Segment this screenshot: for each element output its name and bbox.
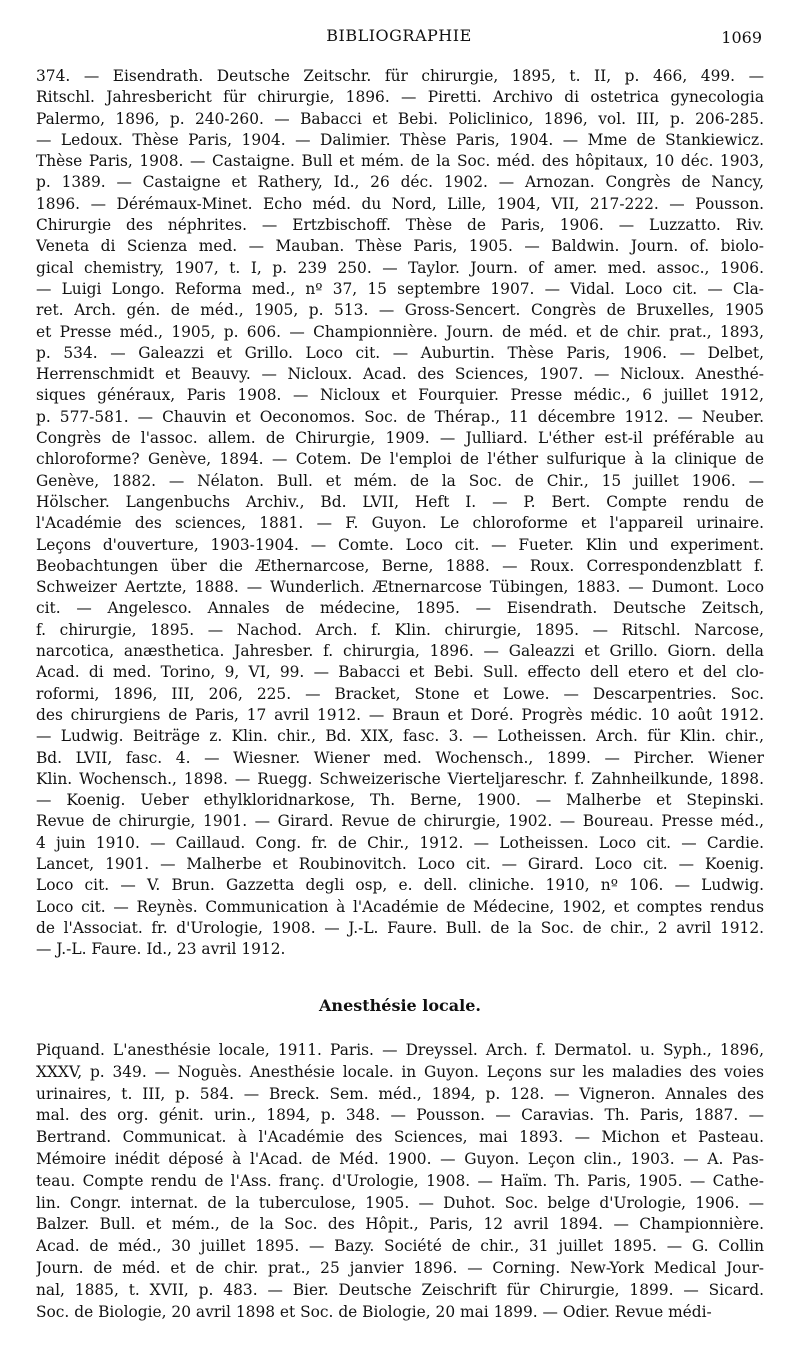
section-text xyxy=(36,1040,764,1323)
text-line: Piquand. L'anesthésie locale, 1911. Paris. — Dreyssel. Arch. f. Dermatol. u. Syph., 1896, xyxy=(36,1041,764,1059)
running-title: BIBLIOGRAPHIE xyxy=(326,26,472,45)
text-line: lin. Congr. internat. de la tuberculose, 1905. — Duhot. Soc. belge d'Urologie, 1906. — xyxy=(36,1193,764,1212)
text-line: des chirurgiens de Paris, 17 avril 1912. — Braun et Doré. Progrès médic. 10 août 1912. xyxy=(36,705,764,724)
text-line: cit. — Angelesco. Annales de médecine, 1895. — Eisendrath. Deutsche Zeitsch, xyxy=(36,599,764,618)
bibliography-text xyxy=(36,66,764,960)
text-line: Beobachtungen über die Æthernarcose, Berne, 1888. — Roux. Correspondenzblatt f. xyxy=(36,556,764,575)
text-line: Acad. di med. Torino, 9, VI, 99. — Babacci et Bebi. Sull. effecto dell etero et del clo- xyxy=(36,663,764,682)
text-line: Lancet, 1901. — Malherbe et Roubinovitch. Loco cit. — Girard. Loco cit. — Koenig. xyxy=(36,854,764,873)
text-line: 374. — Eisendrath. Deutsche Zeitschr. für chirurgie, 1895, t. II, p. 466, 499. — xyxy=(36,67,764,85)
text-line: de l'Associat. fr. d'Urologie, 1908. — J.-L. Faure. Bull. de la Soc. de chir., 2 avril 1912. xyxy=(36,918,764,937)
text-line: narcotica, anæsthetica. Jahresber. f. chirurgia, 1896. — Galeazzi et Grillo. Giorn. della xyxy=(36,642,764,661)
text-line: — Ledoux. Thèse Paris, 1904. — Dalimier. Thèse Paris, 1904. — Mme de Stankiewicz. xyxy=(36,130,764,149)
text-line: Mémoire inédit déposé à l'Acad. de Méd. 1900. — Guyon. Leçon clin., 1903. — A. Pas- xyxy=(36,1149,764,1168)
text-line: Loco cit. — Reynès. Communication à l'Académie de Médecine, 1902, et comptes rendus xyxy=(36,897,764,916)
text-line: Palermo, 1896, p. 240-260. — Babacci et Bebi. Policlinico, 1896, vol. III, p. 206-285. xyxy=(36,109,764,128)
text-line: mal. des org. génit. urin., 1894, p. 348. — Pousson. — Caravias. Th. Paris, 1887. — xyxy=(36,1106,764,1125)
text-line: Herrenschmidt et Beauvy. — Nicloux. Acad. des Sciences, 1907. — Nicloux. Anesthé- xyxy=(36,365,764,384)
text-line: — Koenig. Ueber ethylkloridnarkose, Th. Berne, 1900. — Malherbe et Stepinski. xyxy=(36,791,764,810)
text-line: et Presse méd., 1905, p. 606. — Championnière. Journ. de méd. et de chir. prat., 1893, xyxy=(36,322,764,341)
page-header xyxy=(36,26,762,50)
text-line: chloroforme? Genève, 1894. — Cotem. De l'emploi de l'éther sulfurique à la clinique de xyxy=(36,450,764,469)
text-line: Klin. Wochensch., 1898. — Ruegg. Schweizerische Vierteljareschr. f. Zahnheilkunde, 1898. xyxy=(36,769,764,788)
text-line: Balzer. Bull. et mém., de la Soc. des Hôpit., Paris, 12 avril 1894. — Championnière. xyxy=(36,1215,764,1234)
text-line: — Ludwig. Beiträge z. Klin. chir., Bd. XIX, fasc. 3. — Lotheissen. Arch. für Klin. chir., xyxy=(36,727,764,746)
text-line: Revue de chirurgie, 1901. — Girard. Revue de chirurgie, 1902. — Boureau. Presse méd., xyxy=(36,812,764,831)
text-line: l'Académie des sciences, 1881. — F. Guyon. Le chloroforme et l'appareil urinaire. xyxy=(36,514,764,533)
text-line: Hölscher. Langenbuchs Archiv., Bd. LVII, Heft I. — P. Bert. Compte rendu de xyxy=(36,492,764,511)
text-line: Congrès de l'assoc. allem. de Chirurgie, 1909. — Julliard. L'éther est-il préférable au xyxy=(36,429,764,448)
text-line: Thèse Paris, 1908. — Castaigne. Bull et mém. de la Soc. méd. des hôpitaux, 10 déc. 1903, xyxy=(36,152,764,171)
text-line: Veneta di Scienza med. — Mauban. Thèse Paris, 1905. — Baldwin. Journ. of. biolo- xyxy=(36,237,764,256)
text-line: Schweizer Aertzte, 1888. — Wunderlich. Ætnernarcose Tübingen, 1883. — Dumont. Loco xyxy=(36,578,764,597)
text-line: p. 534. — Galeazzi et Grillo. Loco cit. — Auburtin. Thèse Paris, 1906. — Delbet, xyxy=(36,343,764,362)
text-line: Loco cit. — V. Brun. Gazzetta degli osp, e. dell. cliniche. 1910, nº 106. — Ludwig. xyxy=(36,876,764,895)
text-line: p. 1389. — Castaigne et Rathery, Id., 26 déc. 1902. — Arnozan. Congrès de Nancy, xyxy=(36,173,764,192)
section-heading: Anesthésie locale. xyxy=(319,996,481,1015)
text-line: nal, 1885, t. XVII, p. 483. — Bier. Deutsche Zeischrift für Chirurgie, 1899. — Sicard. xyxy=(36,1280,764,1299)
text-line: f. chirurgie, 1895. — Nachod. Arch. f. Klin. chirurgie, 1895. — Ritschl. Narcose, xyxy=(36,620,764,639)
text-line: — Luigi Longo. Reforma med., nº 37, 15 septembre 1907. — Vidal. Loco cit. — Cla- xyxy=(36,279,764,298)
text-line: Journ. de méd. et de chir. prat., 25 janvier 1896. — Corning. New-York Medical Jour- xyxy=(36,1258,764,1277)
text-line: Ritschl. Jahresbericht für chirurgie, 1896. — Piretti. Archivo di ostetrica gynecologia xyxy=(36,88,764,107)
text-line: ret. Arch. gén. de méd., 1905, p. 513. — Gross-Sencert. Congrès de Bruxelles, 1905 xyxy=(36,301,764,320)
text-line: 4 juin 1910. — Caillaud. Cong. fr. de Chir., 1912. — Lotheissen. Loco cit. — Cardie. xyxy=(36,833,764,852)
text-line: — J.-L. Faure. Id., 23 avril 1912. xyxy=(36,940,286,959)
text-line: urinaires, t. III, p. 584. — Breck. Sem. méd., 1894, p. 128. — Vigneron. Annales des xyxy=(36,1084,764,1103)
text-line: roformi, 1896, III, 206, 225. — Bracket, Stone et Lowe. — Descarpentries. Soc. xyxy=(36,684,764,703)
text-line: Leçons d'ouverture, 1903-1904. — Comte. Loco cit. — Fueter. Klin und experiment. xyxy=(36,535,764,554)
text-line: 1896. — Dérémaux-Minet. Echo méd. du Nord, Lille, 1904, VII, 217-222. — Pousson. xyxy=(36,194,764,213)
text-line: Acad. de méd., 30 juillet 1895. — Bazy. Société de chir., 31 juillet 1895. — G. Collin xyxy=(36,1237,764,1256)
text-line: Soc. de Biologie, 20 avril 1898 et Soc. de Biologie, 20 mai 1899. — Odier. Revue médi- xyxy=(36,1302,712,1321)
page-number: 1069 xyxy=(721,28,762,47)
text-line: Bertrand. Communicat. à l'Académie des Sciences, mai 1893. — Michon et Pasteau. xyxy=(36,1128,764,1147)
text-line: siques généraux, Paris 1908. — Nicloux et Fourquier. Presse médic., 6 juillet 1912, xyxy=(36,386,764,405)
text-line: teau. Compte rendu de l'Ass. franç. d'Urologie, 1908. — Haïm. Th. Paris, 1905. — Cathe- xyxy=(36,1171,764,1190)
text-line: p. 577-581. — Chauvin et Oeconomos. Soc. de Thérap., 11 décembre 1912. — Neuber. xyxy=(36,407,764,426)
text-line: Chirurgie des néphrites. — Ertzbischoff. Thèse de Paris, 1906. — Luzzatto. Riv. xyxy=(36,216,764,235)
text-line: XXXV, p. 349. — Noguès. Anesthésie locale. in Guyon. Leçons sur les maladies des voies xyxy=(36,1062,764,1081)
text-line: Bd. LVII, fasc. 4. — Wiesner. Wiener med. Wochensch., 1899. — Pircher. Wiener xyxy=(36,748,764,767)
text-line: Genève, 1882. — Nélaton. Bull. et mém. de la Soc. de Chir., 15 juillet 1906. — xyxy=(36,471,764,490)
text-line: gical chemistry, 1907, t. I, p. 239 250. — Taylor. Journ. of amer. med. assoc., 1906. xyxy=(36,258,764,277)
